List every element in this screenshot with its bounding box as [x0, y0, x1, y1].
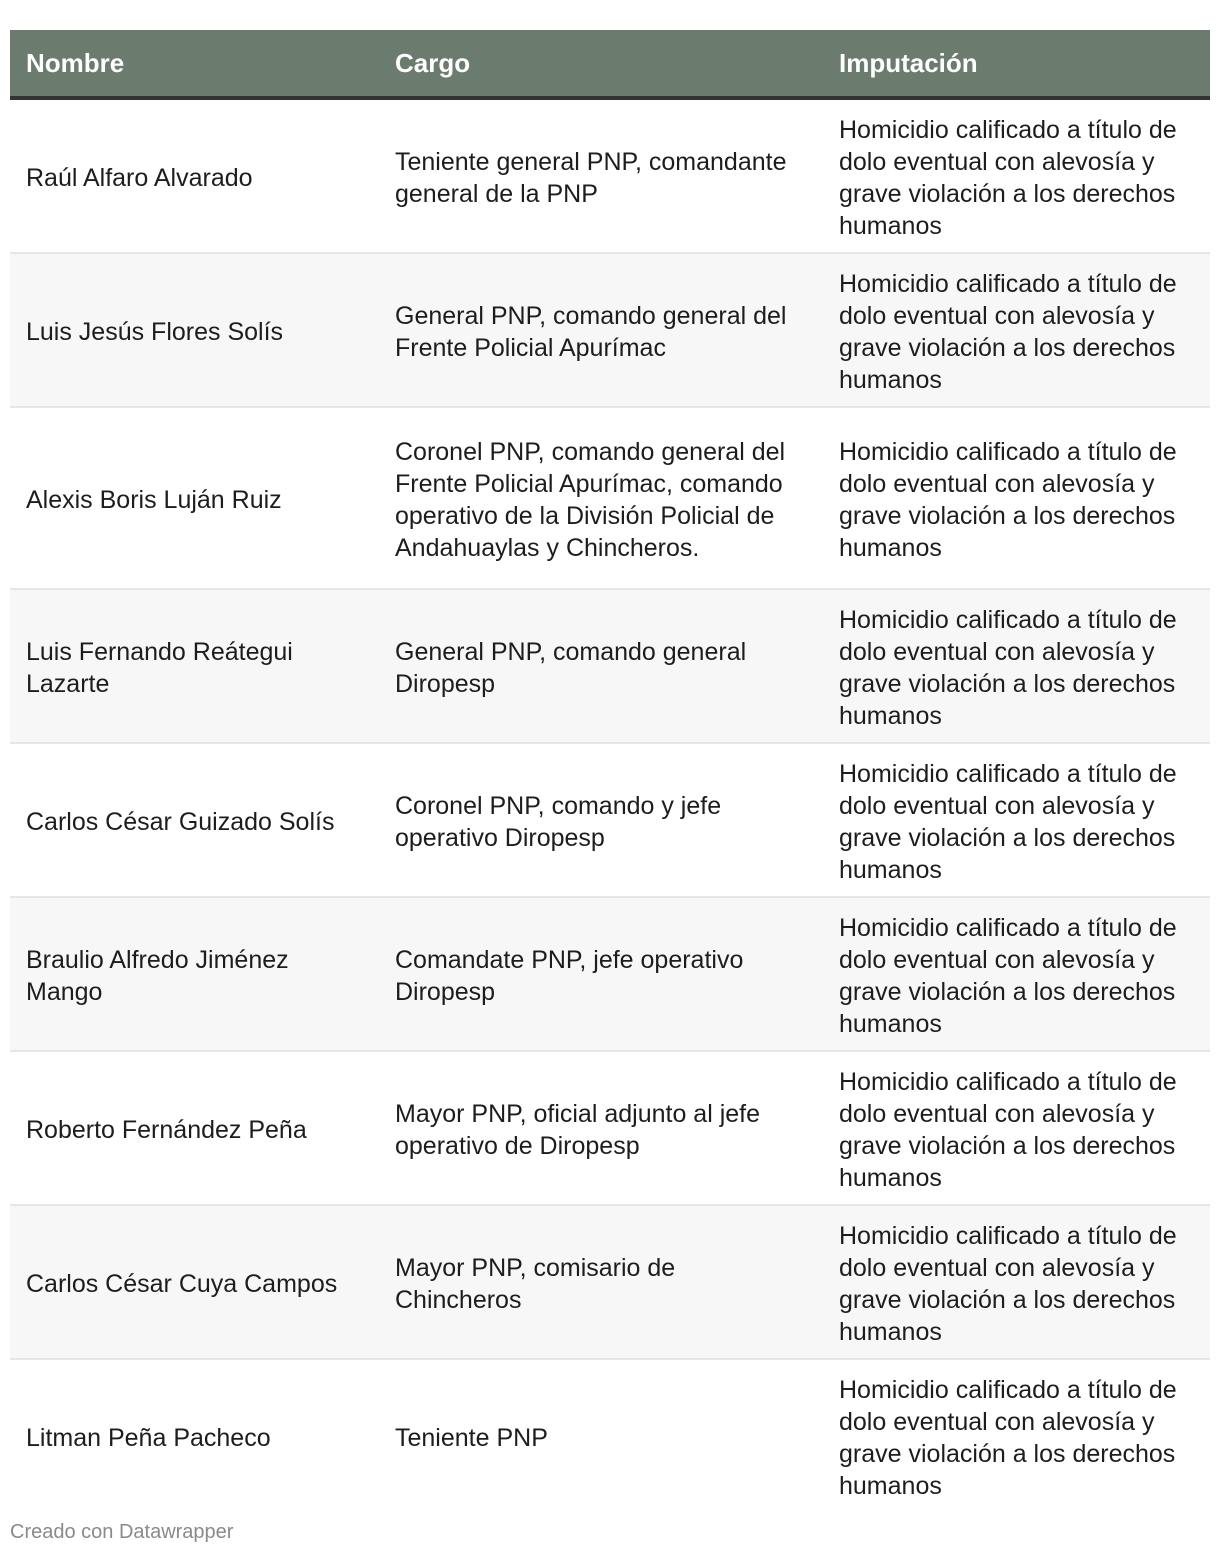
cell-imputacion: Homicidio calificado a título de dolo eventual con alevosía y grave violación a los derechos humanos — [823, 1051, 1210, 1205]
table-row — [10, 589, 1210, 743]
cell-nombre: Alexis Boris Luján Ruiz — [10, 407, 379, 589]
cell-cargo: Mayor PNP, comisario de Chincheros — [379, 1205, 823, 1359]
cell-nombre: Carlos César Guizado Solís — [10, 743, 379, 897]
cell-cargo: Comandate PNP, jefe operativo Diropesp — [379, 897, 823, 1051]
column-header-cargo[interactable]: Cargo — [379, 30, 823, 98]
table-row — [10, 743, 1210, 897]
table-row — [10, 1359, 1210, 1512]
cell-nombre: Carlos César Cuya Campos — [10, 1205, 379, 1359]
table-row — [10, 1205, 1210, 1359]
cell-imputacion: Homicidio calificado a título de dolo eventual con alevosía y grave violación a los derechos humanos — [823, 407, 1210, 589]
cell-nombre: Raúl Alfaro Alvarado — [10, 98, 379, 253]
cell-cargo: General PNP, comando general Diropesp — [379, 589, 823, 743]
table-row — [10, 98, 1210, 253]
cell-cargo: Mayor PNP, oficial adjunto al jefe operativo de Diropesp — [379, 1051, 823, 1205]
table-row — [10, 407, 1210, 589]
table-row — [10, 1051, 1210, 1205]
cell-cargo: General PNP, comando general del Frente Policial Apurímac — [379, 253, 823, 407]
cell-imputacion: Homicidio calificado a título de dolo eventual con alevosía y grave violación a los derechos humanos — [823, 589, 1210, 743]
column-header-nombre[interactable]: Nombre — [10, 30, 379, 98]
datawrapper-credit-link[interactable]: Creado con Datawrapper — [10, 1521, 234, 1543]
cell-nombre: Braulio Alfredo Jiménez Mango — [10, 897, 379, 1051]
cell-imputacion: Homicidio calificado a título de dolo eventual con alevosía y grave violación a los derechos humanos — [823, 253, 1210, 407]
cell-nombre: Luis Jesús Flores Solís — [10, 253, 379, 407]
cell-cargo: Coronel PNP, comando y jefe operativo Diropesp — [379, 743, 823, 897]
cell-cargo: Teniente PNP — [379, 1359, 823, 1512]
cell-nombre: Luis Fernando Reátegui Lazarte — [10, 589, 379, 743]
table-container — [10, 30, 1210, 1512]
cell-cargo: Teniente general PNP, comandante general de la PNP — [379, 98, 823, 253]
table-header — [10, 30, 1210, 98]
table-row — [10, 253, 1210, 407]
cell-cargo: Coronel PNP, comando general del Frente Policial Apurímac, comando operativo de la División Policial de Andahuaylas y Chincheros. — [379, 407, 823, 589]
cell-imputacion: Homicidio calificado a título de dolo eventual con alevosía y grave violación a los derechos humanos — [823, 743, 1210, 897]
cell-imputacion: Homicidio calificado a título de dolo eventual con alevosía y grave violación a los derechos humanos — [823, 1205, 1210, 1359]
table-row — [10, 897, 1210, 1051]
table-body — [10, 98, 1210, 1512]
cell-nombre: Roberto Fernández Peña — [10, 1051, 379, 1205]
cell-imputacion: Homicidio calificado a título de dolo eventual con alevosía y grave violación a los derechos humanos — [823, 98, 1210, 253]
cell-nombre: Litman Peña Pacheco — [10, 1359, 379, 1512]
column-header-imputacion[interactable]: Imputación — [823, 30, 1210, 98]
header-row — [10, 30, 1210, 98]
cell-imputacion: Homicidio calificado a título de dolo eventual con alevosía y grave violación a los derechos humanos — [823, 897, 1210, 1051]
cell-imputacion: Homicidio calificado a título de dolo eventual con alevosía y grave violación a los derechos humanos — [823, 1359, 1210, 1512]
data-table — [10, 30, 1210, 1512]
